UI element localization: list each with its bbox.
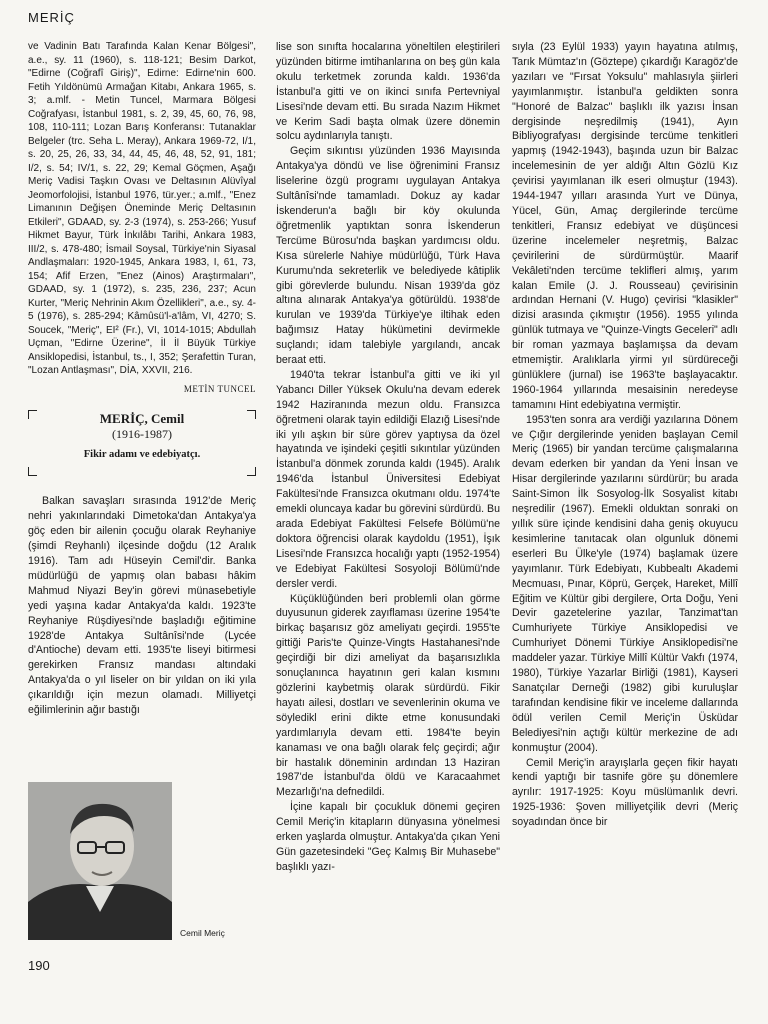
body-paragraph: sıyla (23 Eylül 1933) yayın hayatına atılmış, Tarık Mümtaz'ın (Göztepe) çıkardığı Karagöz'de yazıları ve "Fırsat Yoksulu" mahlasıyla şiirleri yayımlanmıştır. İstanbul'a geldikten sonra "Honoré de Balzac" başlıklı ilk yazısı İnsan dergisinde neşredilmiş (1941), Ayın Bibliyografyası dergisinde tercüme tenkitleri yapmış (1942-1943), başında uzun bir Balzac incelemesinin de yer aldığı Altın Gözlü Kız çevirisi yayımlanan ilk eseri olmuştur (1943). 1944-1947 yılları arasında Yurt ve Dünya, Yücel, Gün, Amaç dergilerinde tercüme tenkitleri, Fransız edebiyat ve düşüncesi üzerine incelemeler neşretmiş, Balzac çevirilerini de sürdürmüştür. Maarif Vekâleti'nden tercüme teklifleri almış, yarım kalan Emile (J. J. Rousseau) çevirisinin ardından Hernani (V. Hugo) çevirisi "klasikler" dizisi arasında çıkmıştır (1956). 1955 yılında günlük tutmaya ve "Quinze-Vingts Geceleri" adlı bir roman yazmaya başlamışsa da devam etmemiştir. Aralıklarla yirmi yıl sürdüreceği günlüklere (jurnal) ise 1963'te başlayacaktır. 1960-1964 yıllarında mesaisinin neredeyse tamamını Hint edebiyatına vermiştir. (512, 41, 738, 411)
body-paragraph: lise son sınıfta hocalarına yöneltilen eleştirileri yüzünden bitirme imtihanlarına on beş gün kala okulu terketmek zorunda kaldı. 1936'da İstanbul'a gitti ve on ikinci sınıfa Pertevniyal Lisesi'nde devam etti. Bu sırada Nazım Hikmet ve Kerim Sadi başta olmak üzere dönemin solcu aydınlarıyla tanıştı. (276, 41, 500, 143)
body-paragraph: Balkan savaşları sırasında 1912'de Meriç nehri yakınlarındaki Dimetoka'dan Antakya'ya göç eden bir ailenin çocuğu olarak Reyhaniye (şimdi Reyhanlı) ilçesinde doğdu (12 Aralık 1916). Tam adı Hüseyin Cemil'dir. Banka müdürlüğü de yapmış olan babası hâkim Mahmud Niyazi Bey'in görevi münasebetiyle yedi yaşına kadar Antakya'da kaldı. 1923'te Reyhaniye Rüşdiyesi'nde başladığı eğitimine 1928'de Antakya Sultânîsi'nde (Lycée d'Antioche) devam etti. 1935'te liseyi bitirmesi gerekirken Fransız mandası altındaki Antakya'da o yıl liseler on bir yıldan on iki yıla çıkarıldığı için mezun olamadı. Milliyetçi eğilimlerinin ağır bastığı (28, 495, 256, 717)
body-paragraph: Cemil Meriç'in arayışlarla geçen fikir hayatı kendi yaptığı bir tasnife göre şu dönemlere ayrılır: 1917-1925: Koyu müslümanlık devri. 1925-1936: Şoven milliyetçilik devri (Meriç soyadından önce bir (512, 756, 738, 829)
references-text: ve Vadinin Batı Tarafında Kalan Kenar Bölgesi", a.e., sy. 11 (1960), s. 118-121; Besim Darkot, "Edirne (Coğrafî Giriş)", Edirne: Edirne'nin 600. Fetih Yıldönümü Armağan Kitabı, Ankara 1965, s. 3; a.mlf. - Metin Tuncel, Marmara Bölgesi Coğrafyası, İstanbul 1981, s. 2, 39, 45, 60, 76, 98, 108, 110-111; Lozan Barış Konferansı: Tutanaklar Belgeler (trc. Seha L. Meray), Ankara 1969-72, I/1, s. 20, 25, 26, 33, 34, 44, 45, 46, 48, 52, 91, 181; I/2, s. 54; IV/1, s. 22, 29; Kemal Göçmen, Aşağı Meriç Vadisi Taşkın Ovası ve Deltasının Alüvîyal Jeomorfolojisi, İstanbul 1976, tür.yer.; a.mlf., "Enez Limanının Değişen Öneminde Meriç Deltasının Etkileri", GDAAD, sy. 2-3 (1974), s. 253-266; Yusuf Hikmet Bayur, Türk İnkılâbı Tarihi, Ankara 1983, III/2, s. 478-480; İsmail Soysal, Türkiye'nin Siyasal Andlaşmaları: 1920-1945, Ankara 1983, I, 61, 73, 154; Afif Erzen, "Enez (Ainos) Araştırmaları", GDAAD, sy. 1 (1972), s. 235, 236, 237; Acun Kurter, "Meriç Nehrinin Akım Özellikleri", a.e., sy. 4-5 (1976), s. 285-294; Kâmûsü'l-a'lâm, VI, 4270; S. Soucek, "Meriç", EI² (Fr.), VI, 1014-1015; Abdullah Uçman, "Edirne Üzerine", İl İl Büyük Türkiye Ansiklopedisi, İstanbul, ts., I, 352; Şerafettin Turan, "Lozan Antlaşması", DİA, XXVII, 216. (28, 41, 256, 376)
body-paragraph: 1953'ten sonra ara verdiği yazılarına Dönem ve Çığır dergilerinde yeniden başlayan Cemil Meriç (1965) bir yandan tercüme çalışmalarına devam ederken bir yandan da Yeni İnsan ve Hisar dergilerinde yazılarını sürdürür; bu arada Saint-Simon İlk Sosyolog-İlk Sosyalist kitabı neşredilir (1967). Emekli olduktan sonraki on yıllık süre içinde kendisini daha geniş okuyucu kesimlerine tanıtacak olan olgunluk dönemi eserleri Bu Ülke'yle (1974) başlamak üzere yayımlanır. Türk Edebiyatı, Kubbealtı Akademi Mecmuası, Pınar, Köprü, Gerçek, Hareket, Millî Eğitim ve Kültür gibi dergilere, Orta Doğu, Yeni Devir gazetelerine yazılar, Tanzimat'tan Cumhuriyete Türkiye Ansiklopedisi ve Cumhuriyet Dönemi Türkiye Ansiklopedisi'ne maddeler yazar. Türkiye Millî Kültür Vakfı (1974, 1980), Türkiye Yazarlar Birliği (1981), Kayseri Sanatçılar Derneği (1982) gibi kuruluşlar tarafından kendisine fikir ve inceleme dallarında ödül verilen Cemil Meriç'in Üsküdar Belediyesi'nin açtığı kültür merkezine de adı konmuştur (2004). (512, 413, 738, 754)
corner-mark (247, 410, 256, 419)
corner-mark (247, 467, 256, 476)
entry-subtitle: Fikir adamı ve edebiyatçı. (83, 449, 201, 461)
author-signature: METİN TUNCEL (183, 383, 256, 394)
body-paragraph: 1940'ta tekrar İstanbul'a gitti ve iki yıl Yabancı Diller Yüksek Okulu'na devam ederek 1942 Haziranında mezun oldu. Fransızca öğretmeni olarak tayin edildiği Elazığ Lisesi'nde iki yılı aşkın bir süre görev yaptıysa da özel hayatında ve işindeki çeşitli sıkıntılar yüzünden İstanbul'a dönmek zorunda kaldı (1945). Aralık 1946'da İstanbul Üniversitesi Edebiyat Fakültesi'nde Fransızca okutmanı oldu. 1974'te emekli oluncaya kadar bu görevini sürdürdü. Bu arada Edebiyat Fakültesi Felsefe Bölümü'ne doktora öğrencisi olarak kaydoldu (1951), İşık Lisesi'nde Fransızca hocalığı yaptı (1952-1954) ve Edebiyat Fakültesi Sosyoloji Bölümü'nde dersler verdi. (276, 368, 500, 590)
corner-mark (28, 467, 37, 476)
photo-caption: Cemil Meriç (180, 928, 225, 938)
column-1 (28, 40, 256, 718)
page-number: 190 (28, 958, 50, 973)
portrait-photo (28, 782, 172, 940)
body-paragraph: Geçim sıkıntısı yüzünden 1936 Mayısında Antakya'ya döndü ve lise öğrenimini Fransız liselerine özgü programı uygulayan Antakya Sultânîsi'nde tamamladı. Dokuz ay kadar İskenderun'a bağlı bir köy okulunda öğretmenlik yaptıktan sonra İskenderun Tercüme Bürosu'nda başkan yardımcısı oldu. Kısa sürelerle Nahiye müdürlüğü, Türk Hava Kurumu'nda sekreterlik ve belediyede kâtiplik gibi görevlerde bulundu. Nisan 1939'da göz altına alınarak Antakya'ya götürüldü. 1938'de kurulan ve 1939'da Türkiye'ye iltihak eden bağımsız Hatay hükümetini devirmekle suçlandı; idam talebiyle yargılandı, ancak beraat etti. (276, 145, 500, 367)
portrait-illustration (28, 782, 172, 940)
entry-header (28, 410, 256, 476)
corner-mark (28, 410, 37, 419)
entry-title: MERİÇ, Cemil (99, 411, 185, 427)
running-head: MERİÇ (28, 10, 75, 25)
body-paragraph: Küçüklüğünden beri problemli olan görme duyusunun giderek zayıflaması üzerine 1954'te birkaç başarısız göz ameliyatı geçirdi. 1955'te gittiği Paris'te Quinze-Vingts Hastahanesi'nde geçirdiği bir dizi ameliyat da başarısızlıkla sonuçlanınca hayatının geri kalan kısmını gözlerini kaybetmiş olarak sürdürdü. Fikir hayatı ailesi, dostları ve sevenlerinin okuma ve söyledikl erini dikte etme konusundaki yardımlarıyla devam etti. 1984'te beyin kanaması ve ona bağlı olarak felç geçirdi; ağır bir hastalık döneminin ardından 13 Haziran 1987'de İstanbul'da öldü ve Karacaahmet Mezarlığı'na defnedildi. (276, 592, 500, 799)
body-paragraph: İçine kapalı bir çocukluk dönemi geçiren Cemil Meriç'in kitapların dünyasına yönelmesi erken yaşlarda olmuştur. Antakya'da çıkan Yeni Gün gazetesindeki "Geç Kalmış Bir Muhasebe" başlıklı yazı- (276, 801, 500, 873)
column-2 (276, 40, 500, 875)
portrait-figure (28, 782, 256, 944)
entry-dates: (1916-1987) (112, 427, 172, 442)
column-3 (512, 40, 738, 830)
